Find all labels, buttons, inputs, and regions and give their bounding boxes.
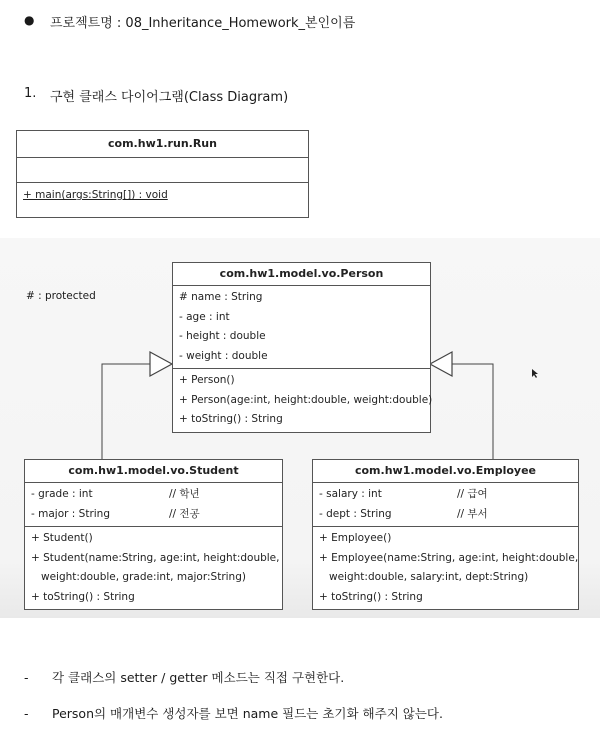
employee-class-box bbox=[312, 459, 579, 610]
student-class-box bbox=[24, 459, 283, 610]
bullet-icon: ● bbox=[24, 13, 35, 27]
employee-inheritance-arrowhead bbox=[430, 352, 452, 376]
person-class-methods bbox=[173, 369, 433, 432]
person-param-constructor: + Person(age:int, height:double, weight:double) bbox=[179, 393, 433, 406]
protected-legend: # : protected bbox=[26, 290, 96, 302]
person-class-fields bbox=[173, 286, 430, 369]
note-dash: - bbox=[24, 706, 29, 721]
run-main-method: + main(args:String[]) : void bbox=[23, 189, 168, 201]
student-class-name: com.hw1.model.vo.Student bbox=[25, 460, 282, 483]
employee-field-salary-comment: // 급여 bbox=[457, 488, 488, 500]
student-field-grade-text: - grade : int bbox=[31, 488, 93, 500]
mouse-cursor-icon bbox=[532, 369, 538, 378]
employee-field-dept-text: - dept : String bbox=[319, 507, 392, 520]
student-field-major-comment: // 전공 bbox=[169, 507, 200, 520]
note-text-person-constructor: Person의 매개변수 생성자를 보면 name 필드는 초기화 해주지 않는다. bbox=[52, 706, 443, 721]
student-inheritance-arrowhead bbox=[150, 352, 172, 376]
employee-param-constructor-line2: weight:double, salary:int, dept:String) bbox=[319, 571, 529, 583]
employee-field-dept bbox=[319, 505, 578, 525]
person-field-name: # name : String bbox=[179, 291, 263, 303]
section-title: 구현 클래스 다이어그램(Class Diagram) bbox=[50, 90, 289, 105]
person-tostring-method: + toString() : String bbox=[179, 413, 283, 425]
person-field-height: - height : double bbox=[179, 330, 266, 342]
employee-field-salary-text: - salary : int bbox=[319, 488, 382, 500]
student-class-fields bbox=[25, 483, 282, 527]
note-dash: - bbox=[24, 670, 29, 685]
person-class-box bbox=[172, 262, 431, 433]
student-inheritance-line bbox=[102, 364, 150, 459]
employee-tostring-method: + toString() : String bbox=[319, 590, 423, 603]
person-class-name: com.hw1.model.vo.Person bbox=[173, 263, 430, 286]
student-field-major bbox=[31, 505, 282, 525]
note-text-setter-getter: 각 클래스의 setter / getter 메소드는 직접 구현한다. bbox=[52, 670, 345, 685]
person-field-age: - age : int bbox=[179, 310, 230, 323]
run-class-name: com.hw1.run.Run bbox=[17, 131, 308, 158]
employee-field-dept-comment: // 부서 bbox=[457, 507, 488, 520]
student-class-methods bbox=[25, 527, 282, 609]
note-item bbox=[24, 704, 443, 722]
student-field-grade-comment: // 학년 bbox=[169, 488, 200, 500]
person-default-constructor: + Person() bbox=[179, 374, 235, 386]
student-param-constructor-line2: weight:double, grade:int, major:String) bbox=[31, 571, 246, 583]
employee-default-constructor: + Employee() bbox=[319, 532, 392, 544]
employee-class-methods bbox=[313, 527, 578, 609]
person-field-weight: - weight : double bbox=[179, 349, 268, 362]
student-default-constructor: + Student() bbox=[31, 532, 93, 544]
employee-field-salary bbox=[319, 485, 578, 505]
student-field-major-text: - major : String bbox=[31, 507, 110, 520]
student-tostring-method: + toString() : String bbox=[31, 590, 135, 603]
student-field-grade bbox=[31, 485, 282, 505]
note-item bbox=[24, 668, 344, 686]
employee-class-fields bbox=[313, 483, 578, 527]
employee-inheritance-line bbox=[452, 364, 493, 459]
employee-class-name: com.hw1.model.vo.Employee bbox=[313, 460, 578, 483]
section-number: 1. bbox=[24, 86, 37, 101]
employee-param-constructor-line1: + Employee(name:String, age:int, height:double, bbox=[319, 551, 579, 564]
project-name: 프로젝트명 : 08_Inheritance_Homework_본인이름 bbox=[50, 16, 356, 31]
student-param-constructor-line1: + Student(name:String, age:int, height:double, bbox=[31, 551, 280, 564]
